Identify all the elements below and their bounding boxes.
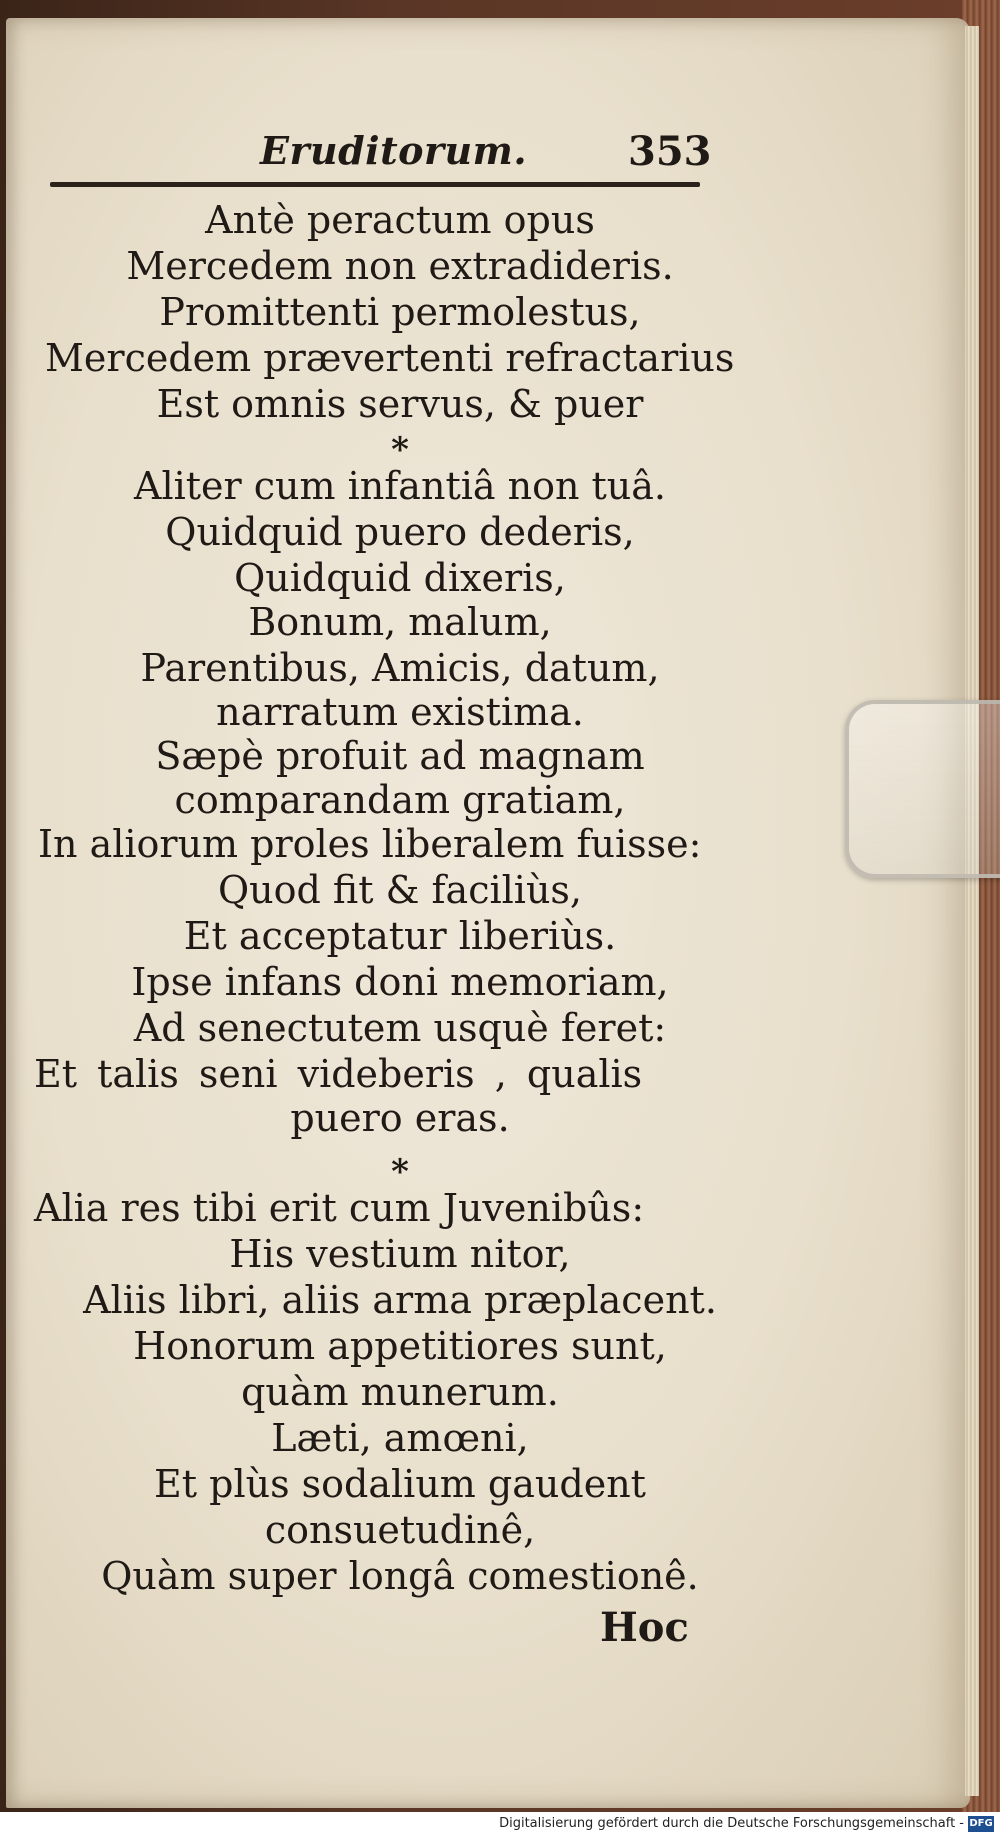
page-header	[50, 128, 712, 178]
catchword: Hoc	[600, 1604, 689, 1651]
text-line: Antè peractum opus	[205, 198, 595, 242]
section-separator: *	[391, 1152, 409, 1192]
digitization-footer	[0, 1812, 1000, 1840]
text-line: Quàm super longâ comestionê.	[101, 1554, 699, 1598]
text-line: comparandam gratiam,	[174, 778, 626, 822]
text-line: quàm munerum.	[241, 1370, 559, 1414]
page-number: 353	[628, 128, 712, 175]
header-rule	[50, 182, 700, 187]
funding-credit: Digitalisierung gefördert durch die Deutsche Forschungsgemeinschaft -	[499, 1816, 964, 1831]
text-line: In aliorum proles liberalem fuisse:	[38, 822, 702, 866]
text-line: Quidquid dixeris,	[234, 556, 566, 600]
text-line: Sæpè profuit ad magnam	[155, 734, 645, 778]
text-line: Ad senectutem usquè feret:	[133, 1006, 667, 1050]
text-line: narratum existima.	[216, 690, 584, 734]
text-line: Alia res tibi erit cum Juvenibûs:	[34, 1186, 645, 1230]
text-line: Et plùs sodalium gaudent	[154, 1462, 646, 1506]
text-line: Promittenti permolestus,	[159, 290, 641, 334]
text-line: puero eras.	[290, 1096, 510, 1140]
text-line: Aliter cum infantiâ non tuâ.	[134, 464, 666, 508]
text-line: Ipse infans doni memoriam,	[131, 960, 669, 1004]
text-line: Aliis libri, aliis arma præplacent.	[83, 1278, 717, 1322]
text-line: consuetudinê,	[264, 1508, 536, 1552]
section-separator: *	[391, 430, 409, 470]
text-line: Et talis seni videberis , qualis	[34, 1052, 643, 1096]
text-line: Quod fit & faciliùs,	[217, 868, 583, 912]
dfg-logo: DFG	[968, 1816, 994, 1832]
running-head: Eruditorum.	[260, 128, 528, 173]
text-line: Parentibus, Amicis, datum,	[140, 646, 660, 690]
text-line: Et acceptatur liberiùs.	[183, 914, 617, 958]
text-line: Est omnis servus, & puer	[156, 382, 644, 426]
text-line: Mercedem prævertenti refractarius	[45, 336, 735, 380]
text-line: Bonum, malum,	[248, 600, 552, 644]
text-line: Honorum appetitiores sunt,	[133, 1324, 667, 1368]
text-line: His vestium nitor,	[229, 1232, 571, 1276]
text-line: Mercedem non extradideris.	[126, 244, 674, 288]
text-line: Quidquid puero dederis,	[165, 510, 635, 554]
text-line: Læti, amœni,	[271, 1416, 529, 1460]
